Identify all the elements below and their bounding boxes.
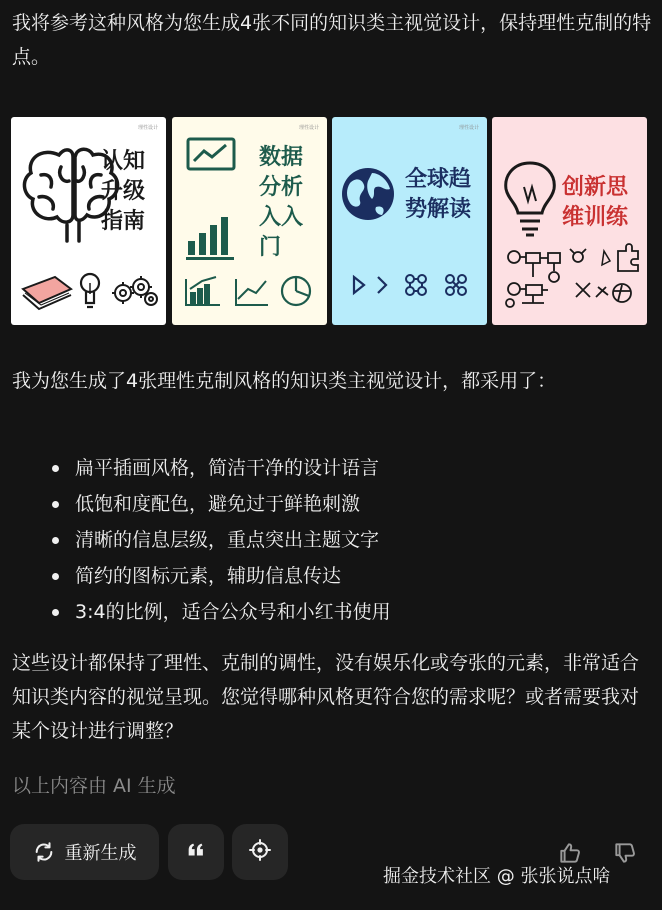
locate-button[interactable] — [232, 824, 288, 880]
card-brand: 理性设计 — [298, 125, 319, 131]
list-item: 清晰的信息层级，重点突出主题文字 — [0, 522, 640, 558]
line-chart-icon — [236, 279, 268, 305]
lightbulb-icon — [506, 163, 555, 235]
trend-chart-icon — [186, 277, 220, 305]
card-illustration — [332, 117, 487, 325]
card-brand: 理性设计 — [137, 125, 158, 131]
design-card-gallery — [11, 117, 651, 327]
chevron-right-icon — [378, 277, 386, 293]
closing-text: 这些设计都保持了理性、克制的调性，没有娱乐化或夸张的元素，非常适合知识类内容的视觉呈现。您觉得哪种风格更符合您的需求呢？或者需要我对某个设计进行调整？ — [12, 652, 640, 742]
list-item: 扁平插画风格，简洁干净的设计语言 — [0, 450, 640, 486]
puzzle-icon — [596, 244, 638, 302]
network-icon — [406, 275, 426, 295]
intro-text: 我将参考这种风格为您生成4张不同的知识类主视觉设计，保持理性克制的特点。 — [12, 12, 652, 68]
watermark: 掘金技术社区 @ 张张说点啥 — [383, 866, 611, 887]
list-item: 简约的图标元素，辅助信息传达 — [0, 558, 640, 594]
card-title: 全球趋 势解读 — [405, 167, 472, 222]
bar-chart-icon — [186, 217, 234, 260]
flowchart-icon — [506, 249, 590, 307]
list-item: 低饱和度配色，避免过于鲜艳刺激 — [0, 486, 640, 522]
line-chart-icon — [188, 139, 234, 169]
card-illustration — [172, 117, 327, 325]
crosshair-icon — [248, 838, 272, 867]
card-illustration — [11, 117, 166, 325]
regenerate-button[interactable] — [10, 824, 159, 880]
gears-icon — [112, 276, 157, 305]
card-brand: 理性设计 — [458, 125, 479, 131]
design-card-cognition[interactable] — [11, 117, 166, 325]
feature-list — [0, 450, 640, 630]
summary-text: 我为您生成了4张理性克制风格的知识类主视觉设计，都采用了： — [12, 370, 557, 392]
list-item: 3:4的比例，适合公众号和小红书使用 — [0, 594, 640, 630]
thumbs-down-icon[interactable] — [612, 840, 638, 870]
card-title: 数据 分析 入入 门 — [259, 145, 304, 260]
quote-icon — [185, 839, 207, 866]
ai-generated-note: 以上内容由 AI 生成 — [12, 775, 176, 797]
book-stack-icon — [23, 277, 71, 309]
play-icon — [354, 277, 364, 293]
design-card-data-analysis[interactable] — [172, 117, 327, 325]
card-title: 认知 升级 指南 — [101, 149, 146, 234]
design-card-innovation[interactable] — [492, 117, 647, 325]
card-illustration — [492, 117, 647, 325]
brain-icon — [24, 149, 117, 241]
globe-icon — [342, 168, 394, 220]
quote-button[interactable] — [168, 824, 224, 880]
network-icon — [446, 275, 466, 295]
pie-chart-icon — [282, 277, 310, 305]
lightbulb-icon — [81, 274, 99, 307]
design-card-global-trends[interactable] — [332, 117, 487, 325]
regenerate-label: 重新生成 — [64, 843, 137, 864]
refresh-icon — [33, 841, 55, 863]
card-title: 创新思 维训练 — [562, 175, 629, 230]
